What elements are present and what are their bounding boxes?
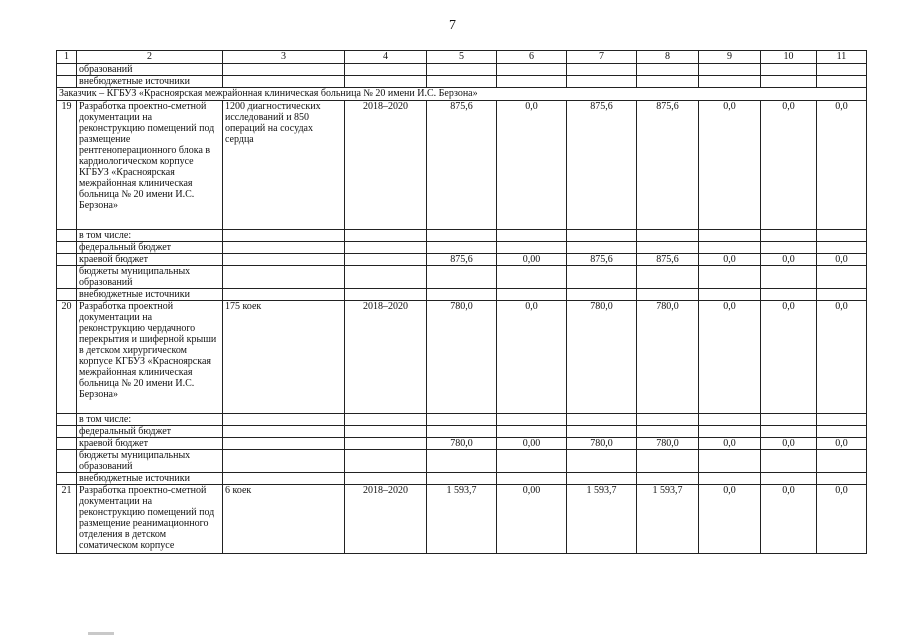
breakdown-label: в том числе:: [77, 230, 223, 242]
amount-cell: [567, 242, 637, 254]
amount-cell: [427, 230, 497, 242]
amount-cell: [427, 426, 497, 438]
amount-cell: [761, 450, 817, 473]
amount-cell: 780,0: [567, 438, 637, 450]
amount-cell: 780,0: [567, 301, 637, 414]
amount-cell: [699, 242, 761, 254]
amount-cell: 875,6: [637, 101, 699, 230]
project-name: Разработка проектно-сметной документации на реконструкцию помещений под размещение реанимационного отделения в детском соматическом корпусе: [77, 485, 223, 554]
amount-cell: 0,0: [817, 301, 867, 414]
row-label: образований: [77, 64, 223, 76]
amount-cell: 780,0: [637, 301, 699, 414]
amount-cell: [427, 414, 497, 426]
amount-cell: 0,0: [699, 438, 761, 450]
project-result: 1200 диагностических исследований и 850 операций на сосудах сердца: [223, 101, 345, 230]
amount-cell: [761, 473, 817, 485]
amount-cell: [817, 450, 867, 473]
amount-cell: [817, 230, 867, 242]
amount-cell: 0,0: [817, 254, 867, 266]
column-number: 9: [699, 51, 761, 64]
column-number: 7: [567, 51, 637, 64]
amount-cell: 1 593,7: [637, 485, 699, 554]
amount-cell: 780,0: [427, 438, 497, 450]
breakdown-row: [57, 414, 867, 426]
breakdown-label: внебюджетные источники: [77, 473, 223, 485]
column-number: 10: [761, 51, 817, 64]
column-number: 5: [427, 51, 497, 64]
amount-cell: [427, 266, 497, 289]
amount-cell: [567, 289, 637, 301]
amount-cell: [567, 230, 637, 242]
amount-cell: [761, 426, 817, 438]
column-number-row: [57, 51, 867, 64]
amount-cell: [699, 414, 761, 426]
project-name: Разработка проектно-сметной документации на реконструкцию помещений под размещение рентгеноперационного блока в кардиологическом корпусе КГБУЗ «Красноярская межрайонная клиническая больница № 20 имени И.С. Берзона»: [77, 101, 223, 230]
amount-cell: [637, 414, 699, 426]
breakdown-row: [57, 438, 867, 450]
amount-cell: [817, 266, 867, 289]
amount-cell: 0,00: [497, 438, 567, 450]
amount-cell: 0,0: [699, 101, 761, 230]
amount-cell: [637, 450, 699, 473]
breakdown-label: бюджеты муниципальных образований: [77, 450, 223, 473]
project-row: [57, 301, 867, 414]
column-number: 3: [223, 51, 345, 64]
amount-cell: [427, 242, 497, 254]
amount-cell: [699, 230, 761, 242]
amount-cell: 0,0: [699, 254, 761, 266]
row-label: внебюджетные источники: [77, 76, 223, 88]
amount-cell: 0,0: [817, 438, 867, 450]
amount-cell: [637, 230, 699, 242]
amount-cell: 875,6: [637, 254, 699, 266]
amount-cell: [497, 266, 567, 289]
project-period: 2018–2020: [345, 301, 427, 414]
amount-cell: [817, 414, 867, 426]
breakdown-row: [57, 242, 867, 254]
customer-label: Заказчик – КГБУЗ «Красноярская межрайонная клиническая больница № 20 имени И.С. Берзона»: [57, 88, 867, 101]
amount-cell: [761, 266, 817, 289]
amount-cell: 0,0: [699, 301, 761, 414]
amount-cell: [427, 289, 497, 301]
breakdown-label: внебюджетные источники: [77, 289, 223, 301]
breakdown-row: [57, 450, 867, 473]
project-result: 175 коек: [223, 301, 345, 414]
project-period: 2018–2020: [345, 101, 427, 230]
project-name: Разработка проектной документации на реконструкцию чердачного перекрытия и шиферной крыши в детском хирургическом корпусе КГБУЗ «Красноярская межрайонная клиническая больница № 20 имени И.С. Берзона»: [77, 301, 223, 414]
amount-cell: [567, 414, 637, 426]
amount-cell: [817, 242, 867, 254]
breakdown-row: [57, 473, 867, 485]
amount-cell: [497, 242, 567, 254]
breakdown-row: [57, 266, 867, 289]
amount-cell: [761, 230, 817, 242]
amount-cell: [497, 450, 567, 473]
amount-cell: 0,0: [761, 301, 817, 414]
amount-cell: [761, 289, 817, 301]
amount-cell: [817, 426, 867, 438]
breakdown-label: бюджеты муниципальных образований: [77, 266, 223, 289]
project-index: 21: [57, 485, 77, 554]
scan-artifact: [88, 632, 114, 635]
amount-cell: 0,0: [761, 254, 817, 266]
amount-cell: [637, 266, 699, 289]
column-number: 1: [57, 51, 77, 64]
table-body: [57, 51, 867, 554]
amount-cell: 0,0: [497, 101, 567, 230]
amount-cell: [699, 266, 761, 289]
amount-cell: [817, 473, 867, 485]
amount-cell: 0,0: [761, 101, 817, 230]
amount-cell: 0,0: [699, 485, 761, 554]
column-number: 8: [637, 51, 699, 64]
amount-cell: [637, 473, 699, 485]
amount-cell: [637, 426, 699, 438]
amount-cell: 0,00: [497, 485, 567, 554]
breakdown-row: [57, 426, 867, 438]
project-row: [57, 101, 867, 230]
amount-cell: 0,0: [497, 301, 567, 414]
amount-cell: [427, 473, 497, 485]
amount-cell: [699, 426, 761, 438]
amount-cell: [497, 230, 567, 242]
table-row: [57, 64, 867, 76]
amount-cell: 0,0: [817, 101, 867, 230]
breakdown-label: краевой бюджет: [77, 254, 223, 266]
amount-cell: [427, 450, 497, 473]
amount-cell: [699, 473, 761, 485]
table-row: [57, 76, 867, 88]
amount-cell: [699, 450, 761, 473]
amount-cell: 875,6: [427, 254, 497, 266]
amount-cell: [637, 289, 699, 301]
column-number: 4: [345, 51, 427, 64]
amount-cell: 1 593,7: [567, 485, 637, 554]
amount-cell: 0,0: [761, 438, 817, 450]
breakdown-label: федеральный бюджет: [77, 426, 223, 438]
column-number: 6: [497, 51, 567, 64]
amount-cell: [817, 289, 867, 301]
breakdown-row: [57, 254, 867, 266]
breakdown-label: в том числе:: [77, 414, 223, 426]
amount-cell: [567, 266, 637, 289]
breakdown-row: [57, 289, 867, 301]
budget-table: [56, 50, 867, 554]
project-row: [57, 485, 867, 554]
amount-cell: [567, 450, 637, 473]
project-result: 6 коек: [223, 485, 345, 554]
amount-cell: [699, 289, 761, 301]
amount-cell: [497, 426, 567, 438]
amount-cell: 1 593,7: [427, 485, 497, 554]
amount-cell: [567, 473, 637, 485]
customer-row: [57, 88, 867, 101]
amount-cell: [761, 242, 817, 254]
amount-cell: 0,0: [761, 485, 817, 554]
amount-cell: 875,6: [567, 101, 637, 230]
amount-cell: [497, 473, 567, 485]
amount-cell: 780,0: [637, 438, 699, 450]
amount-cell: [567, 426, 637, 438]
amount-cell: 875,6: [567, 254, 637, 266]
breakdown-label: федеральный бюджет: [77, 242, 223, 254]
amount-cell: [497, 414, 567, 426]
column-number: 2: [77, 51, 223, 64]
breakdown-row: [57, 230, 867, 242]
project-index: 20: [57, 301, 77, 414]
amount-cell: 875,6: [427, 101, 497, 230]
amount-cell: 780,0: [427, 301, 497, 414]
page-number: 7: [449, 18, 456, 33]
project-period: 2018–2020: [345, 485, 427, 554]
amount-cell: [761, 414, 817, 426]
amount-cell: [637, 242, 699, 254]
amount-cell: 0,0: [817, 485, 867, 554]
column-number: 11: [817, 51, 867, 64]
amount-cell: [497, 289, 567, 301]
amount-cell: 0,00: [497, 254, 567, 266]
project-index: 19: [57, 101, 77, 230]
breakdown-label: краевой бюджет: [77, 438, 223, 450]
